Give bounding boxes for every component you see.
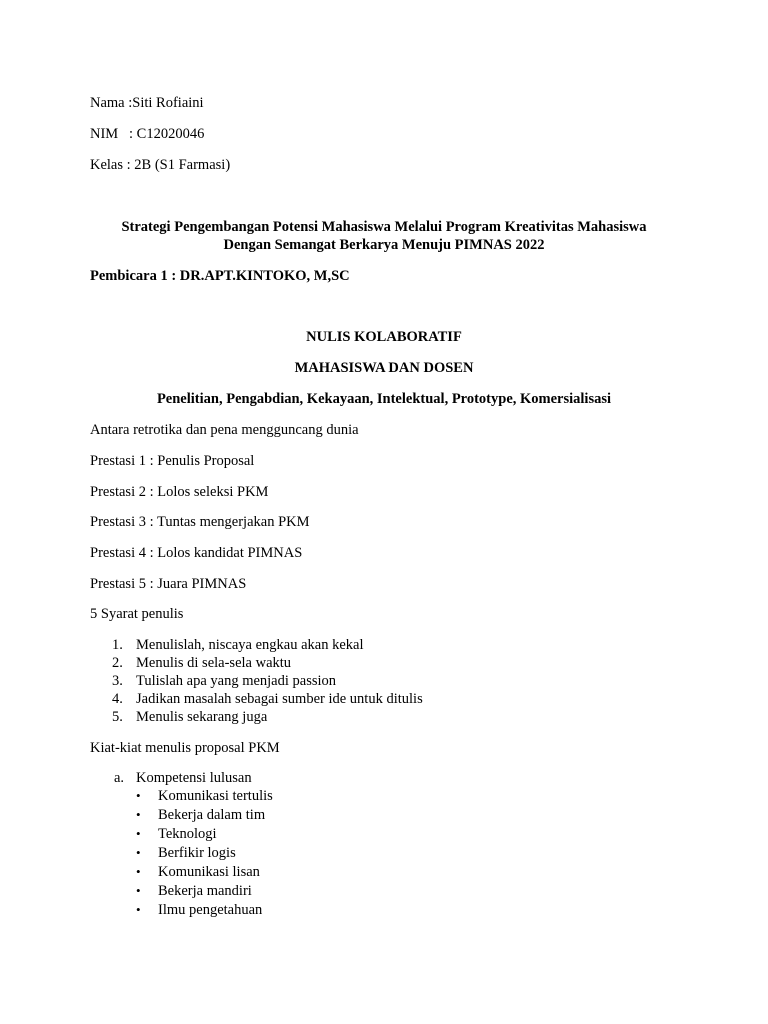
prestasi-item: Prestasi 3 : Tuntas mengerjakan PKM: [90, 514, 310, 530]
list-number: 2.: [112, 655, 123, 671]
lettered-list-item: [0, 769, 768, 787]
numbered-list-item: [0, 672, 768, 690]
bullet-icon: •: [136, 864, 141, 879]
list-text: Komunikasi tertulis: [158, 788, 273, 804]
list-text: Ilmu pengetahuan: [158, 902, 263, 918]
list-number: 4.: [112, 691, 123, 707]
heading-nulis-kolaboratif: NULIS KOLABORATIF: [306, 329, 462, 345]
list-letter: a.: [114, 770, 125, 786]
bullet-icon: •: [136, 807, 141, 822]
list-text: Tulislah apa yang menjadi passion: [136, 673, 337, 689]
list-number: 1.: [112, 637, 123, 653]
prestasi-item: Prestasi 1 : Penulis Proposal: [90, 453, 255, 469]
student-name: Nama :Siti Rofiaini: [90, 95, 204, 111]
numbered-list-item: [0, 708, 768, 726]
numbered-list-item: [0, 654, 768, 672]
bullet-icon: •: [136, 883, 141, 898]
prestasi-item: Prestasi 5 : Juara PIMNAS: [90, 576, 247, 592]
bullet-list-item: [0, 863, 768, 881]
bullet-list-item: [0, 844, 768, 862]
intro-line: Antara retrotika dan pena mengguncang dunia: [90, 422, 359, 438]
bullet-icon: •: [136, 826, 141, 841]
prestasi-item: Prestasi 2 : Lolos seleksi PKM: [90, 484, 269, 500]
prestasi-item: Prestasi 4 : Lolos kandidat PIMNAS: [90, 545, 303, 561]
list-text: Komunikasi lisan: [158, 864, 260, 880]
list-text: Bekerja dalam tim: [158, 807, 266, 823]
list-text: Menulis sekarang juga: [136, 709, 268, 725]
student-nim-value: : C12020046: [129, 126, 205, 142]
bullet-list-item: [0, 806, 768, 824]
list-text: Menulis di sela-sela waktu: [136, 655, 292, 671]
bullet-list-item: [0, 825, 768, 843]
bullet-list-item: [0, 901, 768, 919]
syarat-heading: 5 Syarat penulis: [90, 606, 184, 622]
student-nim-label: NIM: [90, 126, 119, 142]
bullet-icon: •: [136, 788, 141, 803]
bullet-list-item: [0, 882, 768, 900]
document-title-line-1: Strategi Pengembangan Potensi Mahasiswa Melalui Program Kreativitas Mahasiswa: [121, 219, 647, 235]
list-text: Berfikir logis: [158, 845, 236, 861]
speaker-line: Pembicara 1 : DR.APT.KINTOKO, M,SC: [90, 268, 350, 284]
student-class: Kelas : 2B (S1 Farmasi): [90, 157, 231, 173]
heading-mahasiswa-dosen: MAHASISWA DAN DOSEN: [294, 360, 474, 376]
bullet-icon: •: [136, 902, 141, 917]
numbered-list-item: [0, 636, 768, 654]
list-number: 5.: [112, 709, 123, 725]
list-text: Teknologi: [158, 826, 217, 842]
kiat-heading: Kiat-kiat menulis proposal PKM: [90, 740, 280, 756]
list-text: Menulislah, niscaya engkau akan kekal: [136, 637, 364, 653]
numbered-list-item: [0, 690, 768, 708]
heading-keywords: Penelitian, Pengabdian, Kekayaan, Intelektual, Prototype, Komersialisasi: [156, 391, 612, 407]
document-title-line-2: Dengan Semangat Berkarya Menuju PIMNAS 2022: [223, 237, 545, 253]
list-number: 3.: [112, 673, 123, 689]
bullet-list-item: [0, 787, 768, 805]
bullet-icon: •: [136, 845, 141, 860]
list-text: Bekerja mandiri: [158, 883, 252, 899]
list-text: Kompetensi lulusan: [136, 770, 252, 786]
list-text: Jadikan masalah sebagai sumber ide untuk ditulis: [136, 691, 423, 707]
